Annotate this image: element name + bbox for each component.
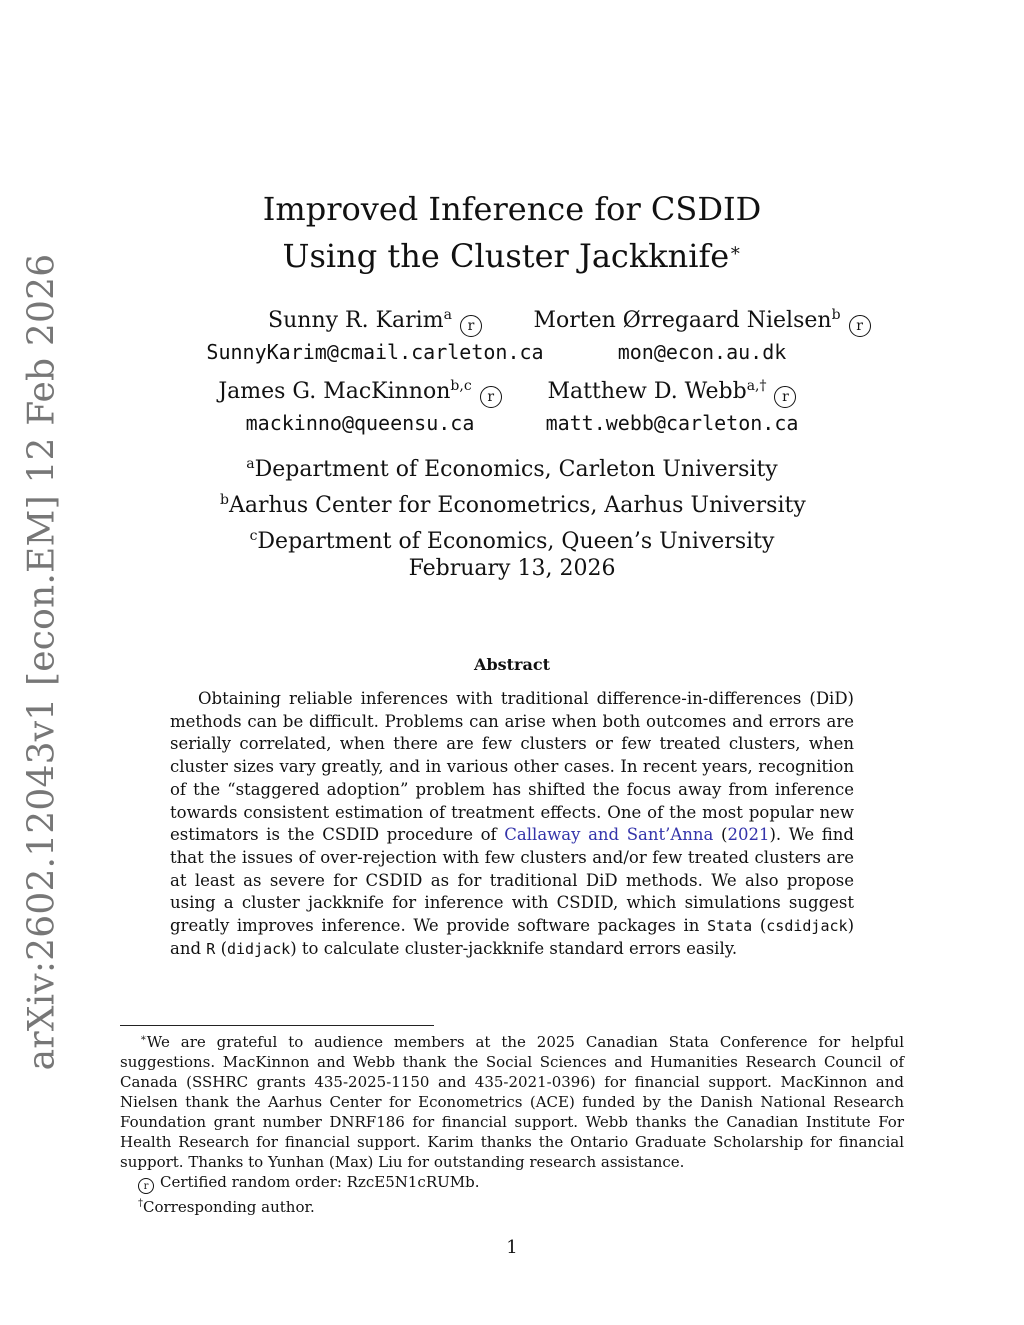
author-name: James G. MacKinnon xyxy=(218,379,451,404)
citation-paren: ). xyxy=(769,825,782,845)
author-name: Morten Ørregaard Nielsen xyxy=(533,308,832,333)
code-r: R xyxy=(206,939,216,958)
affiliation-text: Department of Economics, Carleton University xyxy=(254,457,778,482)
random-order-icon: r xyxy=(849,315,871,337)
paper-date: February 13, 2026 xyxy=(408,556,616,581)
affiliation-text: Department of Economics, Queen’s University xyxy=(257,529,775,554)
author-affil-mark: a,† xyxy=(746,378,767,394)
paper-title xyxy=(220,188,804,277)
author-name: Matthew D. Webb xyxy=(547,379,747,404)
author-email: SunnyKarim@cmail.carleton.ca xyxy=(206,340,544,364)
footnote-corresponding xyxy=(120,1194,904,1217)
random-order-icon: r xyxy=(480,386,502,408)
affiliation-line xyxy=(220,449,804,485)
affiliation-mark: a xyxy=(246,456,255,472)
affiliation-mark: b xyxy=(220,492,229,508)
affiliation-mark: c xyxy=(249,528,258,544)
footnotes xyxy=(120,1029,904,1217)
code-stata: Stata xyxy=(707,917,753,936)
author-block-webb xyxy=(520,371,824,438)
author-email: mackinno@queensu.ca xyxy=(245,411,475,435)
title-line-2 xyxy=(220,230,804,277)
footnote-random-order xyxy=(120,1172,904,1194)
author-name-line xyxy=(520,371,824,408)
author-affil-mark: b xyxy=(831,307,841,323)
random-order-icon: r xyxy=(774,386,796,408)
citation-link-authors[interactable]: Callaway and Sant’Anna xyxy=(504,825,714,845)
abstract-text: We find that the issues of over-rejection with few clusters and/or few treated clusters are at least as severe for CSDID as for traditional DiD methods. We also propose using a cluster jackknife for inference with CSDID, which simulations suggest greatly improves inference. We provide software packages in xyxy=(170,825,854,936)
abstract-text: ( xyxy=(759,916,767,936)
abstract-text: ) to calculate cluster-jackknife standard errors easily. xyxy=(290,938,738,958)
author-block-mackinnon xyxy=(180,371,540,438)
footnote-text: Corresponding author. xyxy=(143,1198,315,1216)
abstract-heading: Abstract xyxy=(474,655,550,674)
abstract-text: ( xyxy=(220,938,227,958)
title-line-1: Improved Inference for CSDID xyxy=(262,190,762,228)
page-number: 1 xyxy=(506,1237,518,1258)
title-footnote-marker: ∗ xyxy=(729,240,742,261)
affiliation-line xyxy=(220,485,804,521)
footnote-rule xyxy=(120,1025,434,1026)
footnote-mark: ∗ xyxy=(140,1033,147,1044)
footnote-acknowledgements xyxy=(120,1029,904,1172)
author-name-line xyxy=(520,300,884,337)
abstract-text: Obtaining reliable inferences with traditional difference-in-differences (DiD) methods can be difficult. Problems can arise when both outcomes and errors are serially correlated, when there are few clusters or few treated clusters, when cluster sizes vary greatly, and in various other cases. In recent years, recognition of the “staggered adoption” problem has shifted the focus away from inference towards consistent estimation of treatment effects. One of the most popular new estimators is the CSDID procedure of xyxy=(170,689,854,845)
code-didjack: didjack xyxy=(227,939,291,958)
author-affil-mark: b,c xyxy=(450,378,472,394)
author-name-line xyxy=(180,371,540,408)
citation-paren: ( xyxy=(721,825,728,845)
abstract-text: ) and xyxy=(170,916,854,958)
author-block-nielsen xyxy=(520,300,884,367)
random-order-icon: r xyxy=(138,1178,154,1194)
footnote-mark: † xyxy=(138,1198,143,1209)
abstract-body xyxy=(170,688,854,960)
affiliations xyxy=(220,449,804,557)
citation-link-year[interactable]: 2021 xyxy=(727,825,770,845)
footnote-text: We are grateful to audience members at the 2025 Canadian Stata Conference for helpful suggestions. MacKinnon and Webb thank the Social Sciences and Humanities Research Council of Canada (SSHRC grants 435-2025-1150 and 435-2021-0396) for financial support. MacKinnon and Nielsen thank the Aarhus Center for Econometrics (ACE) funded by the Danish National Research Foundation grant number DNRF186 for financial support. Webb thanks the Canadian Institute For Health Research for financial support. Karim thanks the Ontario Graduate Scholarship for financial support. Thanks to Yunhan (Max) Liu for outstanding research assistance. xyxy=(120,1033,904,1171)
title-line-2-text: Using the Cluster Jackknife xyxy=(282,237,730,275)
code-csdidjack: csdidjack xyxy=(766,917,848,936)
random-order-icon: r xyxy=(460,315,482,337)
author-email: mon@econ.au.dk xyxy=(617,340,787,364)
arxiv-identifier: arXiv:2602.12043v1 [econ.EM] 12 Feb 2026 xyxy=(21,253,63,1071)
affiliation-text: Aarhus Center for Econometrics, Aarhus University xyxy=(228,493,806,518)
footnote-text: Certified random order: RzcE5N1cRUMb. xyxy=(160,1173,480,1191)
affiliation-line xyxy=(220,521,804,557)
author-affil-mark: a xyxy=(443,307,452,323)
author-name: Sunny R. Karim xyxy=(268,308,444,333)
author-email: matt.webb@carleton.ca xyxy=(545,411,799,435)
